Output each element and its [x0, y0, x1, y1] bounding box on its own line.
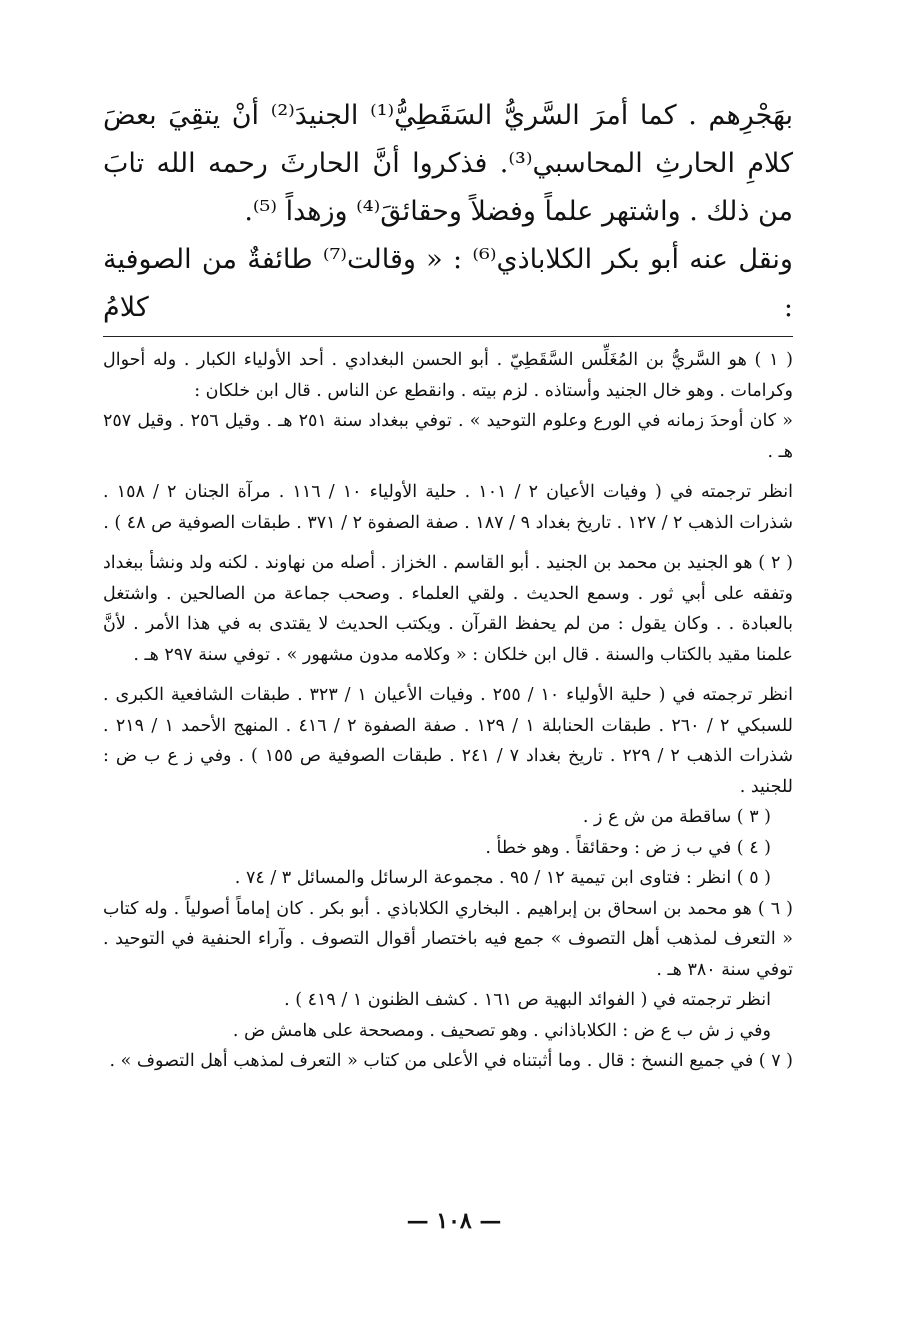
page-body: [103, 92, 793, 1077]
footnote: ( ٣ ) ساقطة من ش ع ز .: [582, 807, 771, 827]
main-paragraph: بهَجْرِهم . كما أمرَ السَّريُّ السَقَطِيُّ⁽¹⁾ الجنيدَ⁽²⁾ أنْ يتقِيَ بعضَ كلامِ الحارثِ المحاسبي⁽³⁾. فذكروا أنَّ الحارثَ رحمه الله تابَ من ذلك . واشتهر علماً وفضلاً وحقائقَ⁽⁴⁾ وزهداً ⁽⁵⁾.: [103, 100, 793, 227]
page-number: — ١٠٨ —: [406, 1208, 502, 1234]
footnote: ( ٤ ) في ب ز ض : وحقائقاً . وهو خطأ .: [485, 837, 771, 858]
footnote: ( ٢ ) هو الجنيد بن محمد بن الجنيد . أبو القاسم . الخزاز . أصله من نهاوند . لكنه ولد ونشأ ببغداد وتفقه على أبي ثور . وسمع الحديث . ولقي العلماء . وصحب جماعة من الصالحين . واشتغل بالعبادة . . وكان يقول : من لم يحفظ القرآن . ويكتب الحديث لا يقتدى به في هذا الأمر . لأنَّ علمنا مقيد بالكتاب والسنة . قال ابن خلكان : « وكلامه مدون مشهور » . توفي سنة ٢٩٧ هـ .: [103, 553, 794, 665]
footnote: انظر ترجمته في ( وفيات الأعيان ٢ / ١٠١ . حلية الأولياء ١٠ / ١١٦ . مرآة الجنان ٢ / ١٥٨ . شذرات الذهب ٢ / ١٢٧ . تاريخ بغداد ٩ / ١٨٧ . صفة الصفوة ٢ / ٣٧١ . طبقات الصوفية ص ٤٨ ) .: [103, 482, 793, 533]
footnote: وفي ز ش ب ع ض : الكلاباذاني . وهو تصحيف . ومصححة على هامش ض .: [232, 1020, 771, 1041]
main-text: [103, 92, 793, 332]
footnote-divider: [103, 336, 793, 337]
footnote: انظر ترجمته في ( الفوائد البهية ص ١٦١ . كشف الظنون ١ / ٤١٩ ) .: [284, 990, 771, 1010]
main-paragraph: ونقل عنه أبو بكر الكلاباذي⁽⁶⁾ : « وقالت⁽⁷⁾ طائفةٌ من الصوفية : كلامُ: [103, 244, 793, 323]
footnote: ( ٥ ) انظر : فتاوى ابن تيمية ١٢ / ٩٥ . مجموعة الرسائل والمسائل ٣ / ٧٤ .: [234, 868, 771, 888]
footnote: انظر ترجمته في ( حلية الأولياء ١٠ / ٢٥٥ . وفيات الأعيان ١ / ٣٢٣ . طبقات الشافعية الكبرى . للسبكي ٢ / ٢٦٠ . طبقات الحنابلة ١ / ١٢٩ . صفة الصفوة ٢ / ٤١٦ . المنهج الأحمد ١ / ٢١٩ . شذرات الذهب ٢ / ٢٢٩ . تاريخ بغداد ٧ / ٢٤١ . طبقات الصوفية ص ١٥٥ ) . وفي ز ع ب ض : للجنيد .: [103, 685, 794, 797]
footnote: ( ٦ ) هو محمد بن اسحاق بن إبراهيم . البخاري الكلاباذي . أبو بكر . كان إماماً أصولياً . وله كتاب « التعرف لمذهب أهل التصوف » جمع فيه باختصار أقوال التصوف . وآراء الحنفية في التوحيد . توفي سنة ٣٨٠ هـ .: [103, 898, 793, 980]
footnote: « كان أوحدَ زمانه في الورع وعلوم التوحيد » . توفي ببغداد سنة ٢٥١ هـ . وقيل ٢٥٦ . وقيل ٢٥٧ هـ .: [103, 411, 793, 462]
footnote: ( ٧ ) في جميع النسخ : قال . وما أثبتناه في الأعلى من كتاب « التعرف لمذهب أهل التصوف » .: [109, 1051, 793, 1071]
footnote: ( ١ ) هو السَّريُّ بن المُغَلِّس السَّقَطِيّ . أبو الحسن البغدادي . أحد الأولياء الكبار . وله أحوال وكرامات . وهو خال الجنيد وأستاذه . لزم بيته . وانقطع عن الناس . قال ابن خلكان :: [103, 350, 794, 401]
footnotes: [103, 345, 793, 1077]
